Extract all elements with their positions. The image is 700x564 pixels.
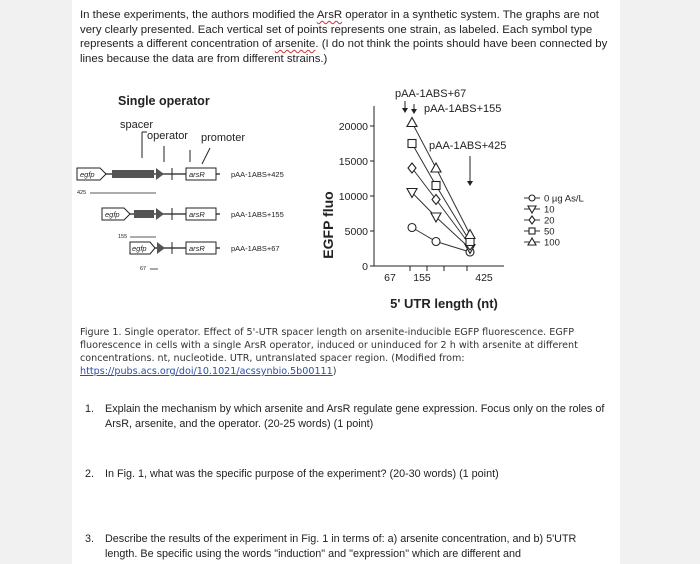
construct-name: pAA-1ABS+425 <box>231 170 284 179</box>
data-point <box>529 216 535 224</box>
source-link[interactable]: https://pubs.acs.org/doi/10.1021/acssynbio.5b00111 <box>80 366 333 377</box>
construct-row <box>77 168 284 196</box>
legend-label: 10 <box>544 204 555 216</box>
spacer-length: 67 <box>140 266 147 272</box>
data-point <box>529 228 535 234</box>
document-page <box>72 0 620 564</box>
question-item <box>85 402 605 431</box>
annotation-pAA425: pAA-1ABS+425 <box>429 140 507 152</box>
arsr-label: arsR <box>189 244 205 253</box>
arsr-label: arsR <box>189 210 205 219</box>
construct-name: pAA-1ABS+67 <box>231 244 280 253</box>
data-point <box>529 195 535 201</box>
legend-label: 50 <box>544 226 555 238</box>
question-text: Explain the mechanism by which arsenite and ArsR regulate gene expression. Focus only on the roles of ArsR, arsenite, and the operator. (20-25 words) (1 point) <box>105 403 605 430</box>
spacer-length: 155 <box>118 234 128 240</box>
y-tick-label: 0 <box>362 261 368 273</box>
question-text: Describe the results of the experiment in Fig. 1 in terms of: a) arsenite concentration, and b) 5'UTR length. Be specific using the words "induction" and "expression" which are different and <box>105 533 577 560</box>
data-point <box>431 163 441 172</box>
annotation-arrow <box>467 156 473 186</box>
data-point <box>408 140 416 148</box>
question-number: 1. <box>85 403 95 415</box>
x-tick-label: 155 <box>413 272 431 284</box>
y-tick-label: 20000 <box>338 121 368 133</box>
x-tick-label: 425 <box>475 272 493 284</box>
intro-text: In these experiments, the authors modified the <box>80 9 317 21</box>
operator-label: operator <box>147 130 188 142</box>
series-line <box>412 228 470 253</box>
egfp-label: egfp <box>132 244 147 253</box>
egfp-chart <box>320 88 584 311</box>
annotation-arrow <box>411 104 417 114</box>
annotation-arrow <box>402 101 408 113</box>
arsr-label: arsR <box>189 170 205 179</box>
spacer-length: 425 <box>77 190 87 196</box>
question-item <box>85 467 605 482</box>
operator-mark <box>157 242 165 254</box>
egfp-label: egfp <box>80 170 95 179</box>
legend-label: 0 µg As/L <box>544 193 584 205</box>
construct-diagram <box>77 94 284 272</box>
promoter-label: promoter <box>201 132 246 144</box>
construct-name: pAA-1ABS+155 <box>231 210 284 219</box>
diagram-title: Single operator <box>118 94 210 108</box>
question-number: 2. <box>85 468 95 480</box>
spacer-region <box>134 210 154 218</box>
construct-row <box>102 208 284 240</box>
data-point <box>432 238 440 246</box>
intro-arsr: ArsR <box>316 9 343 21</box>
intro-text: operator in a synthetic system. The graphs are not very clearly presented. Each vertical set of points represents one strain, as labeled. Each symbol type represents a different concentration of <box>80 9 599 50</box>
figure-1 <box>72 80 620 316</box>
legend-label: 100 <box>544 237 560 249</box>
data-point <box>407 118 417 127</box>
egfp-label: egfp <box>105 210 120 219</box>
intro-paragraph <box>80 8 615 66</box>
legend-label: 20 <box>544 215 555 227</box>
chart-legend <box>524 194 584 249</box>
y-tick-label: 15000 <box>338 156 368 168</box>
promoter-pointer <box>202 148 210 164</box>
series-line <box>412 168 470 245</box>
construct-row <box>130 242 280 272</box>
data-point <box>465 230 475 239</box>
data-point <box>432 182 440 190</box>
intro-arsenite: arsenite <box>274 38 316 50</box>
annotation-pAA155: pAA-1ABS+155 <box>424 103 502 115</box>
spacer-label: spacer <box>120 119 154 131</box>
x-axis-label: 5' UTR length (nt) <box>390 296 498 311</box>
series-line <box>412 144 470 242</box>
operator-mark <box>156 208 164 220</box>
question-item <box>85 532 605 561</box>
question-number: 3. <box>85 533 95 545</box>
series-line <box>412 193 470 249</box>
question-text: In Fig. 1, what was the specific purpose of the experiment? (20-30 words) (1 point) <box>105 468 499 480</box>
spacer-region <box>112 170 154 178</box>
figure-caption <box>80 326 615 378</box>
annotation-pAA67: pAA-1ABS+67 <box>395 88 467 100</box>
caption-text: Figure 1. Single operator. Effect of 5'-UTR spacer length on arsenite-inducible EGFP fluorescence. EGFP fluorescence in cells with a single ArsR operator, induced or uninduced for 2 h with arsenite at different concentrations. nt, nucleotide. UTR, untranslated spacer region. (Modified from: <box>80 327 578 364</box>
y-tick-label: 10000 <box>338 191 368 203</box>
data-point <box>408 224 416 232</box>
caption-close: ) <box>332 366 337 377</box>
intro-text: . (I do not think the points should have been connected by lines because the data are from different strains.) <box>80 38 608 65</box>
operator-mark <box>156 168 164 180</box>
y-axis-label: EGFP fluo <box>320 191 336 259</box>
x-tick-label: 67 <box>384 272 396 284</box>
y-tick-label: 5000 <box>344 226 368 238</box>
